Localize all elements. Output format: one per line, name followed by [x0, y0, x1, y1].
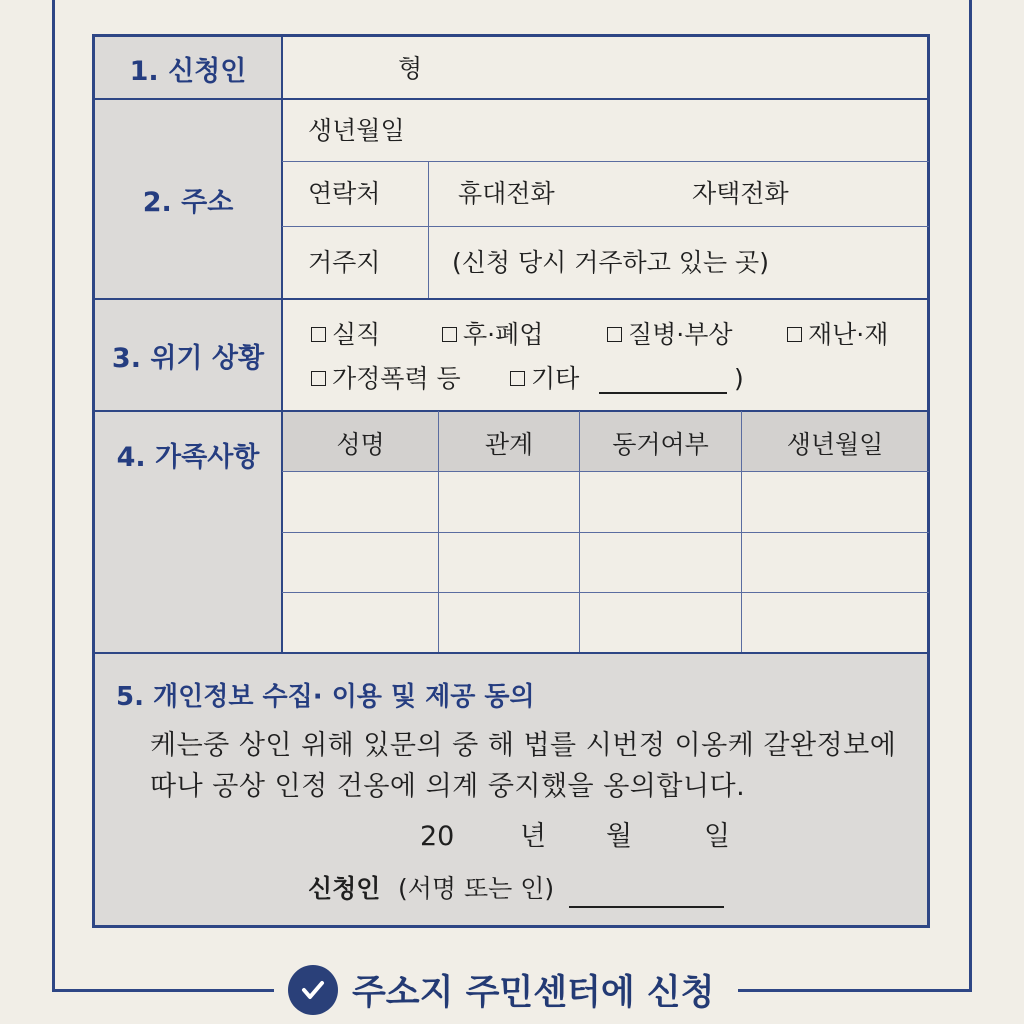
- family-col-cohabitation: 동거여부: [612, 429, 709, 459]
- residence-label: 거주지: [308, 248, 381, 277]
- date-year[interactable]: 20: [420, 821, 455, 852]
- frame-bottom-border-right: [738, 989, 972, 992]
- footer-banner: [288, 962, 714, 1018]
- date-month-unit: 월: [606, 821, 633, 852]
- crisis-option-domestic-violence[interactable]: 가정폭력 등: [311, 366, 461, 391]
- family-col-birth: 생년월일: [786, 429, 884, 459]
- checkbox-icon[interactable]: [787, 327, 802, 342]
- residence-hint: (신청 당시 거주하고 있는 곳): [452, 248, 769, 277]
- signer-label: 신청인: [308, 874, 381, 903]
- section-4-label: 4. 가족사항: [116, 441, 260, 473]
- date-day-unit: 일: [704, 821, 731, 852]
- signature-blank[interactable]: [569, 906, 724, 908]
- crisis-option-other[interactable]: 기타: [510, 366, 579, 391]
- family-col-name: 성명: [336, 429, 385, 459]
- section-2-label: 2. 주소: [142, 186, 234, 218]
- checkbox-icon[interactable]: [607, 327, 622, 342]
- checkbox-icon[interactable]: [442, 327, 457, 342]
- family-row-3[interactable]: [283, 594, 928, 651]
- birth-date-label: 생년월일: [308, 116, 405, 145]
- signer-hint: (서명 또는 인): [398, 874, 555, 903]
- home-phone-label: 자택전화: [692, 179, 789, 208]
- checkbox-icon[interactable]: [311, 371, 326, 386]
- checkbox-icon[interactable]: [311, 327, 326, 342]
- frame-right-border: [969, 0, 972, 992]
- consent-text-line-1: 케는중 상인 위해 있문의 중 해 법를 시번정 이옹케 갈완정보에: [150, 730, 897, 761]
- other-reason-blank[interactable]: [599, 392, 727, 394]
- applicant-name-suffix: 형: [398, 54, 423, 83]
- footer-text: 주소지 주민센터에 신청: [352, 973, 715, 1013]
- crisis-option-illness-injury[interactable]: 질병·부상: [607, 322, 733, 347]
- consent-text-line-2: 따나 공상 인정 건옹에 의계 중지했을 옹의합니다.: [150, 771, 746, 802]
- checkbox-icon[interactable]: [510, 371, 525, 386]
- family-col-relation: 관계: [484, 429, 534, 459]
- mobile-phone-label: 휴대전화: [458, 179, 555, 208]
- frame-left-border: [52, 0, 55, 992]
- crisis-option-business-closure[interactable]: 후·폐업: [442, 322, 543, 347]
- check-circle-icon: [288, 965, 338, 1015]
- date-year-unit: 년: [520, 821, 547, 852]
- crisis-option-unemployment[interactable]: 실직: [311, 322, 380, 347]
- section-3-label: 3. 위기 상황: [111, 342, 265, 374]
- section-1-label: 1. 신청인: [129, 55, 247, 87]
- family-row-2[interactable]: [283, 534, 928, 591]
- contact-label: 연락처: [308, 179, 381, 208]
- section-5-title: 5. 개인정보 수집· 이용 및 제공 동의: [116, 682, 535, 712]
- crisis-option-disaster[interactable]: 재난·재: [787, 322, 888, 347]
- frame-bottom-border-left: [52, 989, 274, 992]
- close-paren: ): [734, 364, 744, 393]
- family-row-1[interactable]: [283, 473, 928, 531]
